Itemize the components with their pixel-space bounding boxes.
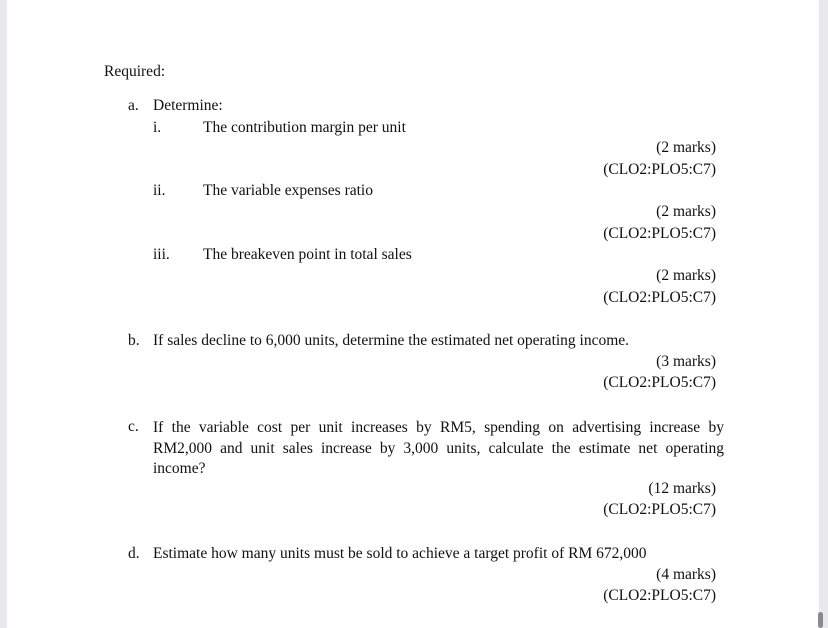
part-c-line-2: RM2,000 and unit sales increase by 3,000 units, calculate the estimate net operating	[153, 440, 724, 457]
part-b-letter: b.	[128, 332, 140, 349]
item-i-text: The contribution margin per unit	[203, 119, 406, 136]
part-a-letter: a.	[128, 97, 139, 114]
scrollbar-thumb[interactable]	[818, 612, 823, 628]
item-iii-marks: (2 marks)	[656, 267, 716, 284]
item-iii-text: The breakeven point in total sales	[203, 246, 412, 263]
part-b-text: If sales decline to 6,000 units, determine the estimated net operating income.	[153, 332, 630, 349]
part-d-letter: d.	[128, 545, 140, 562]
part-d-marks: (4 marks)	[656, 566, 716, 583]
part-d-clo: (CLO2:PLO5:C7)	[603, 587, 716, 604]
item-ii-marks: (2 marks)	[656, 203, 716, 220]
part-d-text: Estimate how many units must be sold to achieve a target profit of RM 672,000	[153, 545, 647, 562]
part-c-line-3: income?	[153, 460, 206, 477]
part-b-clo: (CLO2:PLO5:C7)	[603, 374, 716, 391]
part-b-marks: (3 marks)	[656, 353, 716, 370]
item-ii-text: The variable expenses ratio	[203, 182, 373, 199]
part-c-clo: (CLO2:PLO5:C7)	[603, 501, 716, 518]
part-a-text: Determine:	[153, 97, 223, 114]
item-ii-clo: (CLO2:PLO5:C7)	[603, 225, 716, 242]
part-c-letter: c.	[128, 418, 139, 435]
part-c-marks: (12 marks)	[648, 480, 716, 497]
item-i-number: i.	[153, 119, 162, 136]
document-page	[7, 0, 819, 628]
item-iii-clo: (CLO2:PLO5:C7)	[603, 289, 716, 306]
required-heading: Required:	[104, 63, 166, 80]
item-ii-number: ii.	[153, 182, 166, 199]
item-iii-number: iii.	[153, 246, 170, 263]
item-i-clo: (CLO2:PLO5:C7)	[603, 161, 716, 178]
part-c-line-1: If the variable cost per unit increases by RM5, spending on advertising increase by	[153, 419, 724, 436]
item-i-marks: (2 marks)	[656, 139, 716, 156]
